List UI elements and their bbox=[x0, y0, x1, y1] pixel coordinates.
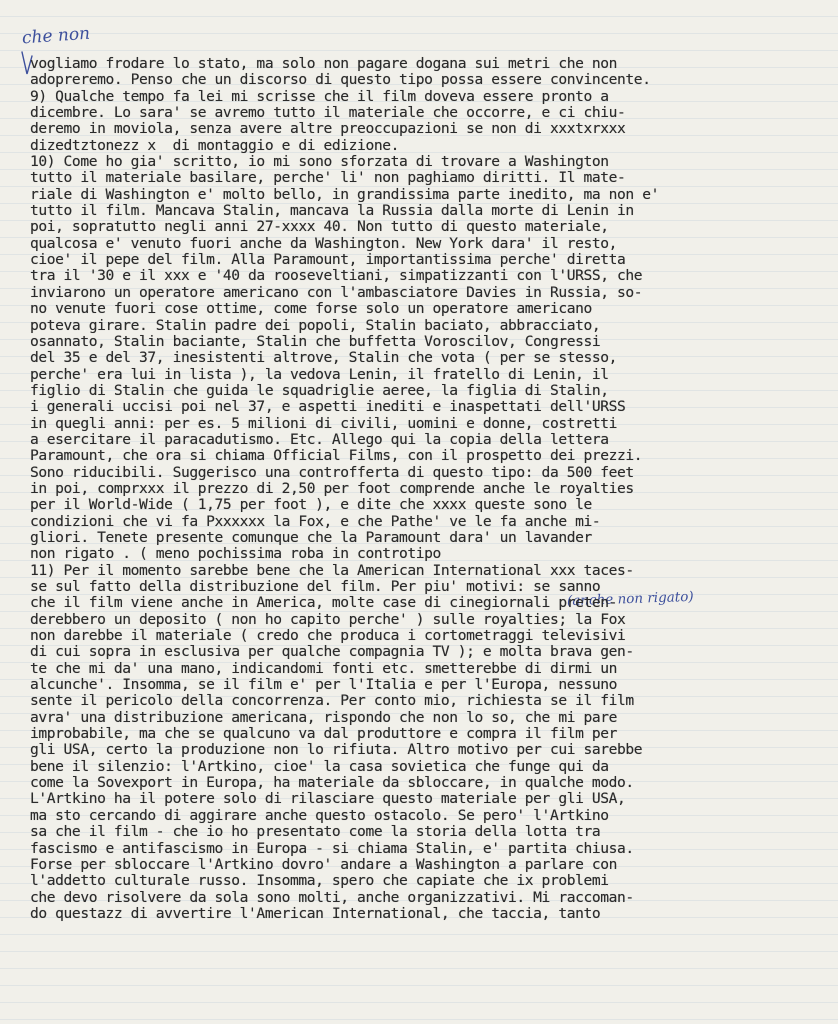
text-line: i generali uccisi poi nel 37, e aspetti inediti e inaspettati dell'URSS bbox=[30, 398, 626, 416]
typewritten-body bbox=[30, 56, 836, 922]
text-line: Sono riducibili. Suggerisco una controfferta di questo tipo: da 500 feet bbox=[30, 463, 634, 481]
text-line: in quegli anni: per es. 5 milioni di civili, uomini e donne, costretti bbox=[30, 414, 618, 432]
text-line: del 35 e del 37, inesistenti altrove, Stalin che vota ( per se stesso, bbox=[30, 349, 618, 367]
text-line: se sul fatto della distribuzione del film. Per piu' motivi: se sanno bbox=[30, 578, 601, 595]
text-line: L'Artkino ha il potere solo di rilasciare questo materiale per gli USA, bbox=[30, 790, 626, 808]
text-line: perche' era lui in lista ), la vedova Lenin, il fratello di Lenin, il bbox=[30, 365, 609, 383]
text-line: te che mi da' una mano, indicandomi fonti etc. smetterebbe di dirmi un bbox=[30, 659, 618, 677]
text-line: improbabile, ma che se qualcuno va dal produttore e compra il film per bbox=[30, 725, 618, 743]
text-line: cioe' il pepe del film. Alla Paramount, importantissima perche' diretta bbox=[30, 251, 626, 269]
text-line: dicembre. Lo sara' se avremo tutto il materiale che occorre, e ci chiu- bbox=[30, 104, 626, 122]
text-line: 10) Come ho gia' scritto, io mi sono sforzata di trovare a Washington bbox=[30, 153, 609, 171]
text-line: bene il silenzio: l'Artkino, cioe' la casa sovietica che funge qui da bbox=[30, 757, 609, 775]
handwritten-margin-note: (anche non rigato) bbox=[566, 588, 694, 610]
text-line: poteva girare. Stalin padre dei popoli, Stalin baciato, abbracciato, bbox=[30, 316, 601, 334]
text-line: fascismo e antifascismo in Europa - si chiama Stalin, e' partita chiusa. bbox=[30, 839, 634, 857]
text-line: sente il pericolo della concorrenza. Per conto mio, richiesta se il film bbox=[30, 692, 634, 710]
text-line: gli USA, certo la produzione non lo rifiuta. Altro motivo per cui sarebbe bbox=[30, 741, 643, 759]
text-line: alcunche'. Insomma, se il film e' per l'Italia e per l'Europa, nessuno bbox=[30, 676, 618, 694]
text-line: inviarono un operatore americano con l'ambasciatore Davies in Russia, so- bbox=[30, 283, 643, 301]
text-line: non darebbe il materiale ( credo che produca i cortometraggi televisivi bbox=[30, 627, 626, 645]
text-line: condizioni che vi fa Pxxxxxx la Fox, e che Pathe' ve le fa anche mi- bbox=[30, 512, 601, 530]
text-line: osannato, Stalin baciante, Stalin che buffetta Voroscilov, Congressi bbox=[30, 332, 601, 350]
text-line: derebbero un deposito ( non ho capito perche' ) sulle royalties; la Fox bbox=[30, 610, 626, 628]
text-line: adopreremo. Penso che un discorso di questo tipo possa essere convincente. bbox=[30, 71, 651, 89]
text-line: gliori. Tenete presente comunque che la Paramount dara' un lavander bbox=[30, 528, 592, 546]
text-line: qualcosa e' venuto fuori anche da Washington. New York dara' il resto, bbox=[30, 234, 618, 252]
text-line: l'addetto culturale russo. Insomma, spero che capiate che ix problemi bbox=[30, 872, 609, 890]
text-line: no venute fuori cose ottime, come forse solo un operatore americano bbox=[30, 300, 592, 318]
text-line: Forse per sbloccare l'Artkino dovro' andare a Washington a parlare con bbox=[30, 855, 618, 873]
text-line: sa che il film - che io ho presentato come la storia della lotta tra bbox=[30, 823, 601, 841]
text-line: tutto il film. Mancava Stalin, mancava la Russia dalla morte di Lenin in bbox=[30, 202, 634, 220]
text-line: a esercitare il paracadutismo. Etc. Allego qui la copia della lettera bbox=[30, 430, 609, 448]
text-line: deremo in moviola, senza avere altre preoccupazioni se non di xxxtxrxxx bbox=[30, 120, 626, 138]
text-line: 11) Per il momento sarebbe bene che la American International xxx taces- bbox=[30, 561, 634, 579]
text-line: per il World-Wide ( 1,75 per foot ), e dite che xxxx queste sono le bbox=[30, 496, 592, 514]
text-line: vogliamo frodare lo stato, ma solo non pagare dogana sui metri che non bbox=[30, 55, 618, 72]
text-line: in poi, comprxxx il prezzo di 2,50 per foot comprende anche le royalties bbox=[30, 479, 634, 497]
text-line: do questazz di avvertire l'American International, che taccia, tanto bbox=[30, 904, 601, 922]
text-line: poi, sopratutto negli anni 27-xxxx 40. Non tutto di questo materiale, bbox=[30, 218, 609, 236]
text-line: avra' una distribuzione americana, rispondo che non lo so, che mi pare bbox=[30, 708, 618, 726]
text-line: come la Sovexport in Europa, ha materiale da sbloccare, in qualche modo. bbox=[30, 774, 634, 792]
text-line: dizedtztonezz x di montaggio e di edizione. bbox=[30, 136, 399, 154]
text-line: non rigato . ( meno pochissima roba in controtipo bbox=[30, 545, 441, 563]
text-line: tra il '30 e il xxx e '40 da rooseveltiani, simpatizzanti con l'URSS, che bbox=[30, 267, 643, 285]
text-line: Paramount, che ora si chiama Official Films, con il prospetto dei prezzi. bbox=[30, 447, 643, 465]
handwritten-insertion-note: che non bbox=[21, 23, 91, 49]
text-line: di cui sopra in esclusiva per qualche compagnia TV ); e molta brava gen- bbox=[30, 643, 634, 661]
text-line: ma sto cercando di aggirare anche questo ostacolo. Se pero' l'Artkino bbox=[30, 806, 609, 824]
text-line: riale di Washington e' molto bello, in grandissima parte inedito, ma non e' bbox=[30, 185, 659, 203]
text-line: tutto il materiale basilare, perche' li' non paghiamo diritti. Il mate- bbox=[30, 169, 626, 187]
text-line: che il film viene anche in America, molte case di cinegiornali preten- bbox=[30, 594, 618, 612]
text-line: che devo risolvere da sola sono molti, anche organizzativi. Mi raccoman- bbox=[30, 888, 634, 906]
text-line: figlio di Stalin che guida le squadriglie aeree, la figlia di Stalin, bbox=[30, 381, 609, 399]
text-line: 9) Qualche tempo fa lei mi scrisse che il film doveva essere pronto a bbox=[30, 87, 609, 105]
